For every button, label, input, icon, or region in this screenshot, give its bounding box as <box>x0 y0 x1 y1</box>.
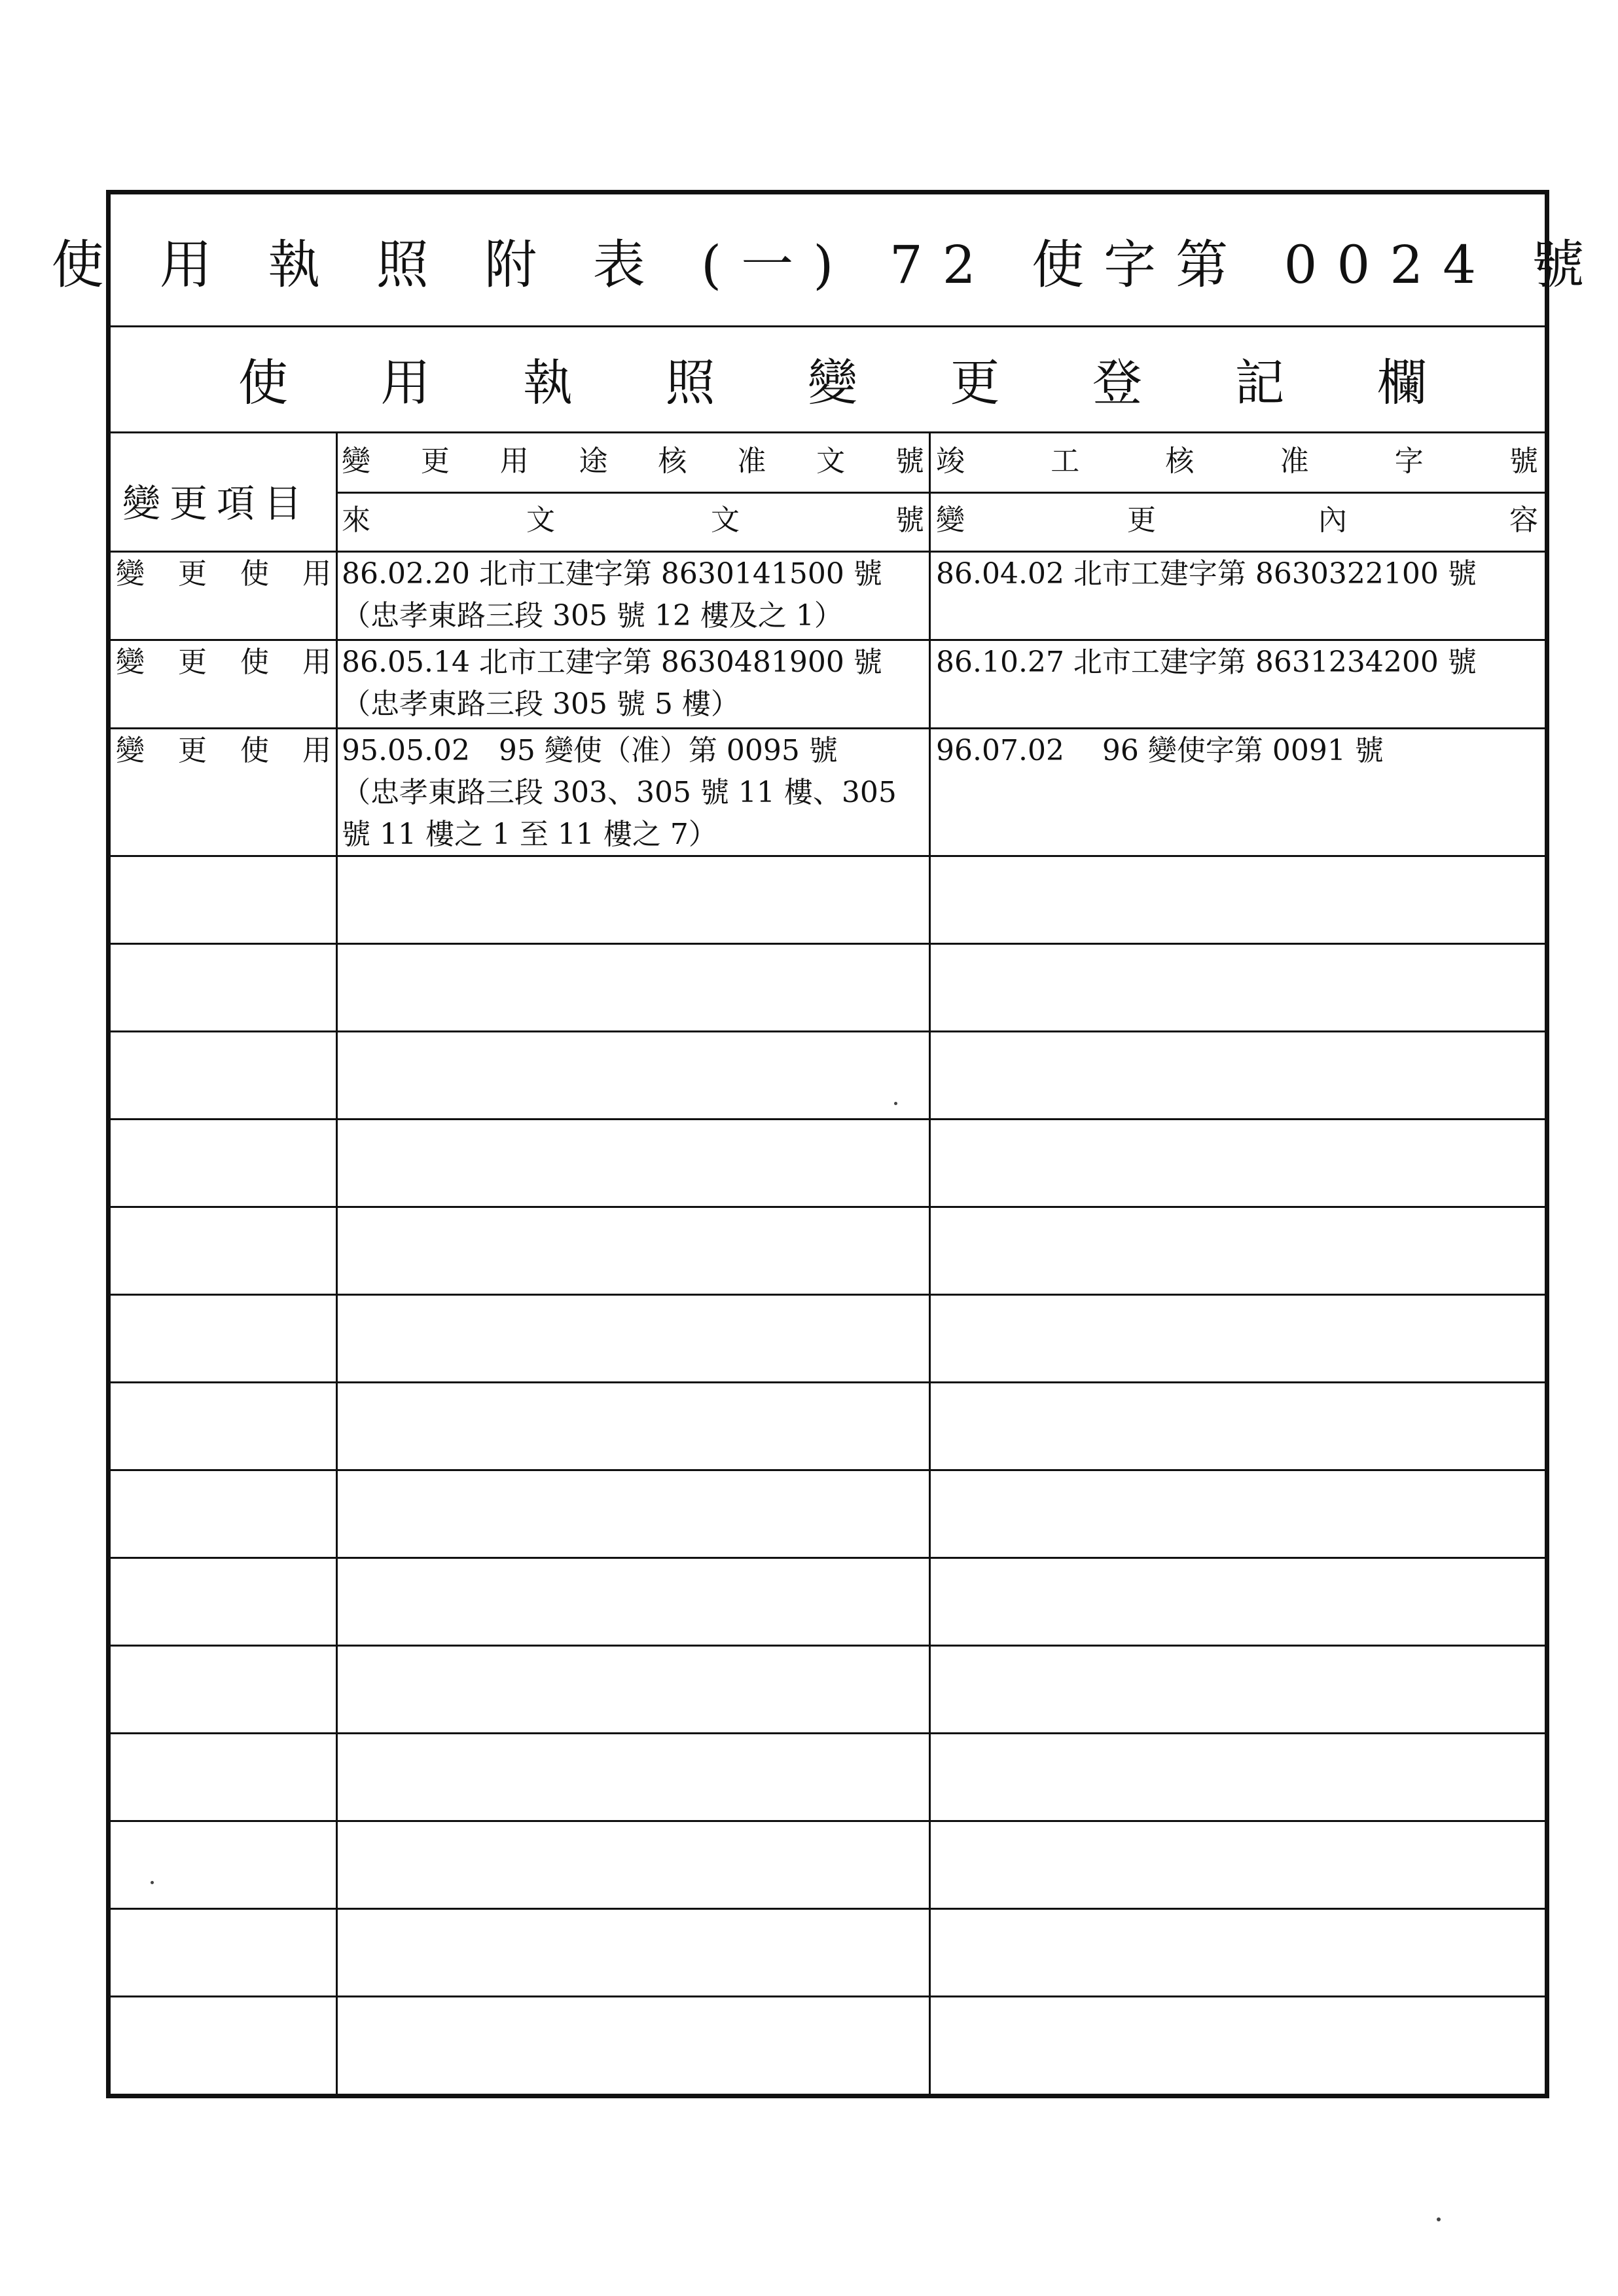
row-divider <box>111 727 1545 729</box>
row-change-item <box>116 642 331 683</box>
empty-row-divider <box>111 1294 1545 1296</box>
header-completion-no-char: 號 <box>1509 445 1538 478</box>
empty-row-divider <box>111 1908 1545 1910</box>
header-approval-doc-no-char: 用 <box>499 445 529 478</box>
scan-speck <box>1437 2217 1441 2221</box>
section-title-char: 執 <box>523 353 573 412</box>
section-title-char: 照 <box>665 353 715 412</box>
header-completion-no-char: 竣 <box>936 445 965 478</box>
header-completion-no-char: 工 <box>1051 445 1080 478</box>
header-change-content-char: 更 <box>1127 503 1156 537</box>
row-approval-text: 號 11 樓之 1 至 11 樓之 7） <box>342 818 717 851</box>
row-change-item <box>116 731 331 771</box>
row-divider <box>111 855 1545 857</box>
row-approval-text: 86.02.20 北市工建字第 8630141500 號 <box>342 557 882 591</box>
row-change-item-char: 用 <box>302 557 331 591</box>
header-completion-no <box>936 441 1538 482</box>
empty-row-divider <box>111 943 1545 945</box>
header-incoming-doc-no-char: 文 <box>526 503 555 537</box>
section-title-char: 使 <box>238 353 288 412</box>
row-change-item-char: 使 <box>240 557 269 591</box>
row-change-item-char: 更 <box>178 557 207 591</box>
row-change-item-char: 變 <box>116 734 145 767</box>
column-divider <box>336 433 338 2094</box>
row-change-item <box>116 554 331 594</box>
empty-row-divider <box>111 1381 1545 1383</box>
row-change-item-char: 用 <box>302 646 331 679</box>
header-approval-doc-no <box>342 441 924 482</box>
section-title-char: 更 <box>950 353 1000 412</box>
row-approval-text: （忠孝東路三段 303、305 號 11 樓、305 <box>342 776 897 809</box>
header-approval-doc-no-char: 號 <box>895 445 924 478</box>
header-change-item: 變更項目 <box>122 481 312 526</box>
empty-row-divider <box>111 1995 1545 1997</box>
empty-row-divider <box>111 1820 1545 1822</box>
row-approval-text: （忠孝東路三段 305 號 12 樓及之 1） <box>342 599 843 632</box>
row-completion-text: 96.07.02 96 變使字第 0091 號 <box>936 734 1384 767</box>
empty-row-divider <box>111 1645 1545 1647</box>
header-incoming-doc-no-char: 來 <box>342 503 370 537</box>
scan-speck <box>151 1881 154 1884</box>
row-change-item-char: 變 <box>116 646 145 679</box>
empty-row-divider <box>111 1469 1545 1471</box>
header-approval-doc-no-char: 准 <box>737 445 766 478</box>
column-divider <box>929 433 931 2094</box>
header-change-content-char: 內 <box>1318 503 1347 537</box>
section-title-char: 欄 <box>1377 353 1427 412</box>
header-change-content-char: 容 <box>1509 503 1538 537</box>
empty-row-divider <box>111 1557 1545 1559</box>
header-change-content <box>936 500 1538 541</box>
section-title-char: 用 <box>380 353 431 412</box>
header-completion-no-char: 字 <box>1394 445 1424 478</box>
scan-speck <box>894 1102 897 1105</box>
section-title-char: 變 <box>808 353 857 412</box>
header-change-content-char: 變 <box>936 503 965 537</box>
header-approval-doc-no-char: 文 <box>816 445 846 478</box>
section-title-row <box>111 325 1545 433</box>
row-divider <box>111 551 1545 553</box>
header-approval-doc-no-char: 核 <box>658 445 687 478</box>
header-approval-doc-no-char: 途 <box>579 445 608 478</box>
form-title-row <box>51 194 1604 327</box>
row-change-item-char: 更 <box>178 646 207 679</box>
header-mid-divider <box>336 492 1545 494</box>
empty-row-divider <box>111 1732 1545 1734</box>
empty-row-divider <box>111 1030 1545 1032</box>
row-change-item-char: 使 <box>240 734 269 767</box>
row-change-item-char: 更 <box>178 734 207 767</box>
row-approval-text: 86.05.14 北市工建字第 8630481900 號 <box>342 646 882 679</box>
empty-row-divider <box>111 1206 1545 1208</box>
row-change-item-char: 用 <box>302 734 331 767</box>
header-approval-doc-no-char: 更 <box>420 445 450 478</box>
row-change-item-char: 使 <box>240 646 269 679</box>
header-approval-doc-no-char: 變 <box>342 445 370 478</box>
section-title-char: 登 <box>1092 353 1142 412</box>
row-completion-text: 86.04.02 北市工建字第 8630322100 號 <box>936 557 1477 591</box>
header-completion-no-char: 准 <box>1280 445 1309 478</box>
row-divider <box>111 639 1545 641</box>
section-title-char: 記 <box>1234 353 1285 412</box>
header-incoming-doc-no-char: 號 <box>895 503 924 537</box>
change-register-table <box>111 433 1545 2094</box>
license-form-sheet <box>51 190 1604 2098</box>
header-incoming-doc-no-char: 文 <box>711 503 740 537</box>
header-completion-no-char: 核 <box>1165 445 1195 478</box>
form-title: 使 用 執 照 附 表 (一) 72 使字第 0024 號 <box>51 234 1604 295</box>
row-approval-text: 95.05.02 95 變使（准）第 0095 號 <box>342 734 838 767</box>
row-approval-text: （忠孝東路三段 305 號 5 樓） <box>342 687 740 721</box>
header-incoming-doc-no <box>342 500 924 541</box>
row-change-item-char: 變 <box>116 557 145 591</box>
row-completion-text: 86.10.27 北市工建字第 8631234200 號 <box>936 646 1477 679</box>
empty-row-divider <box>111 1118 1545 1120</box>
